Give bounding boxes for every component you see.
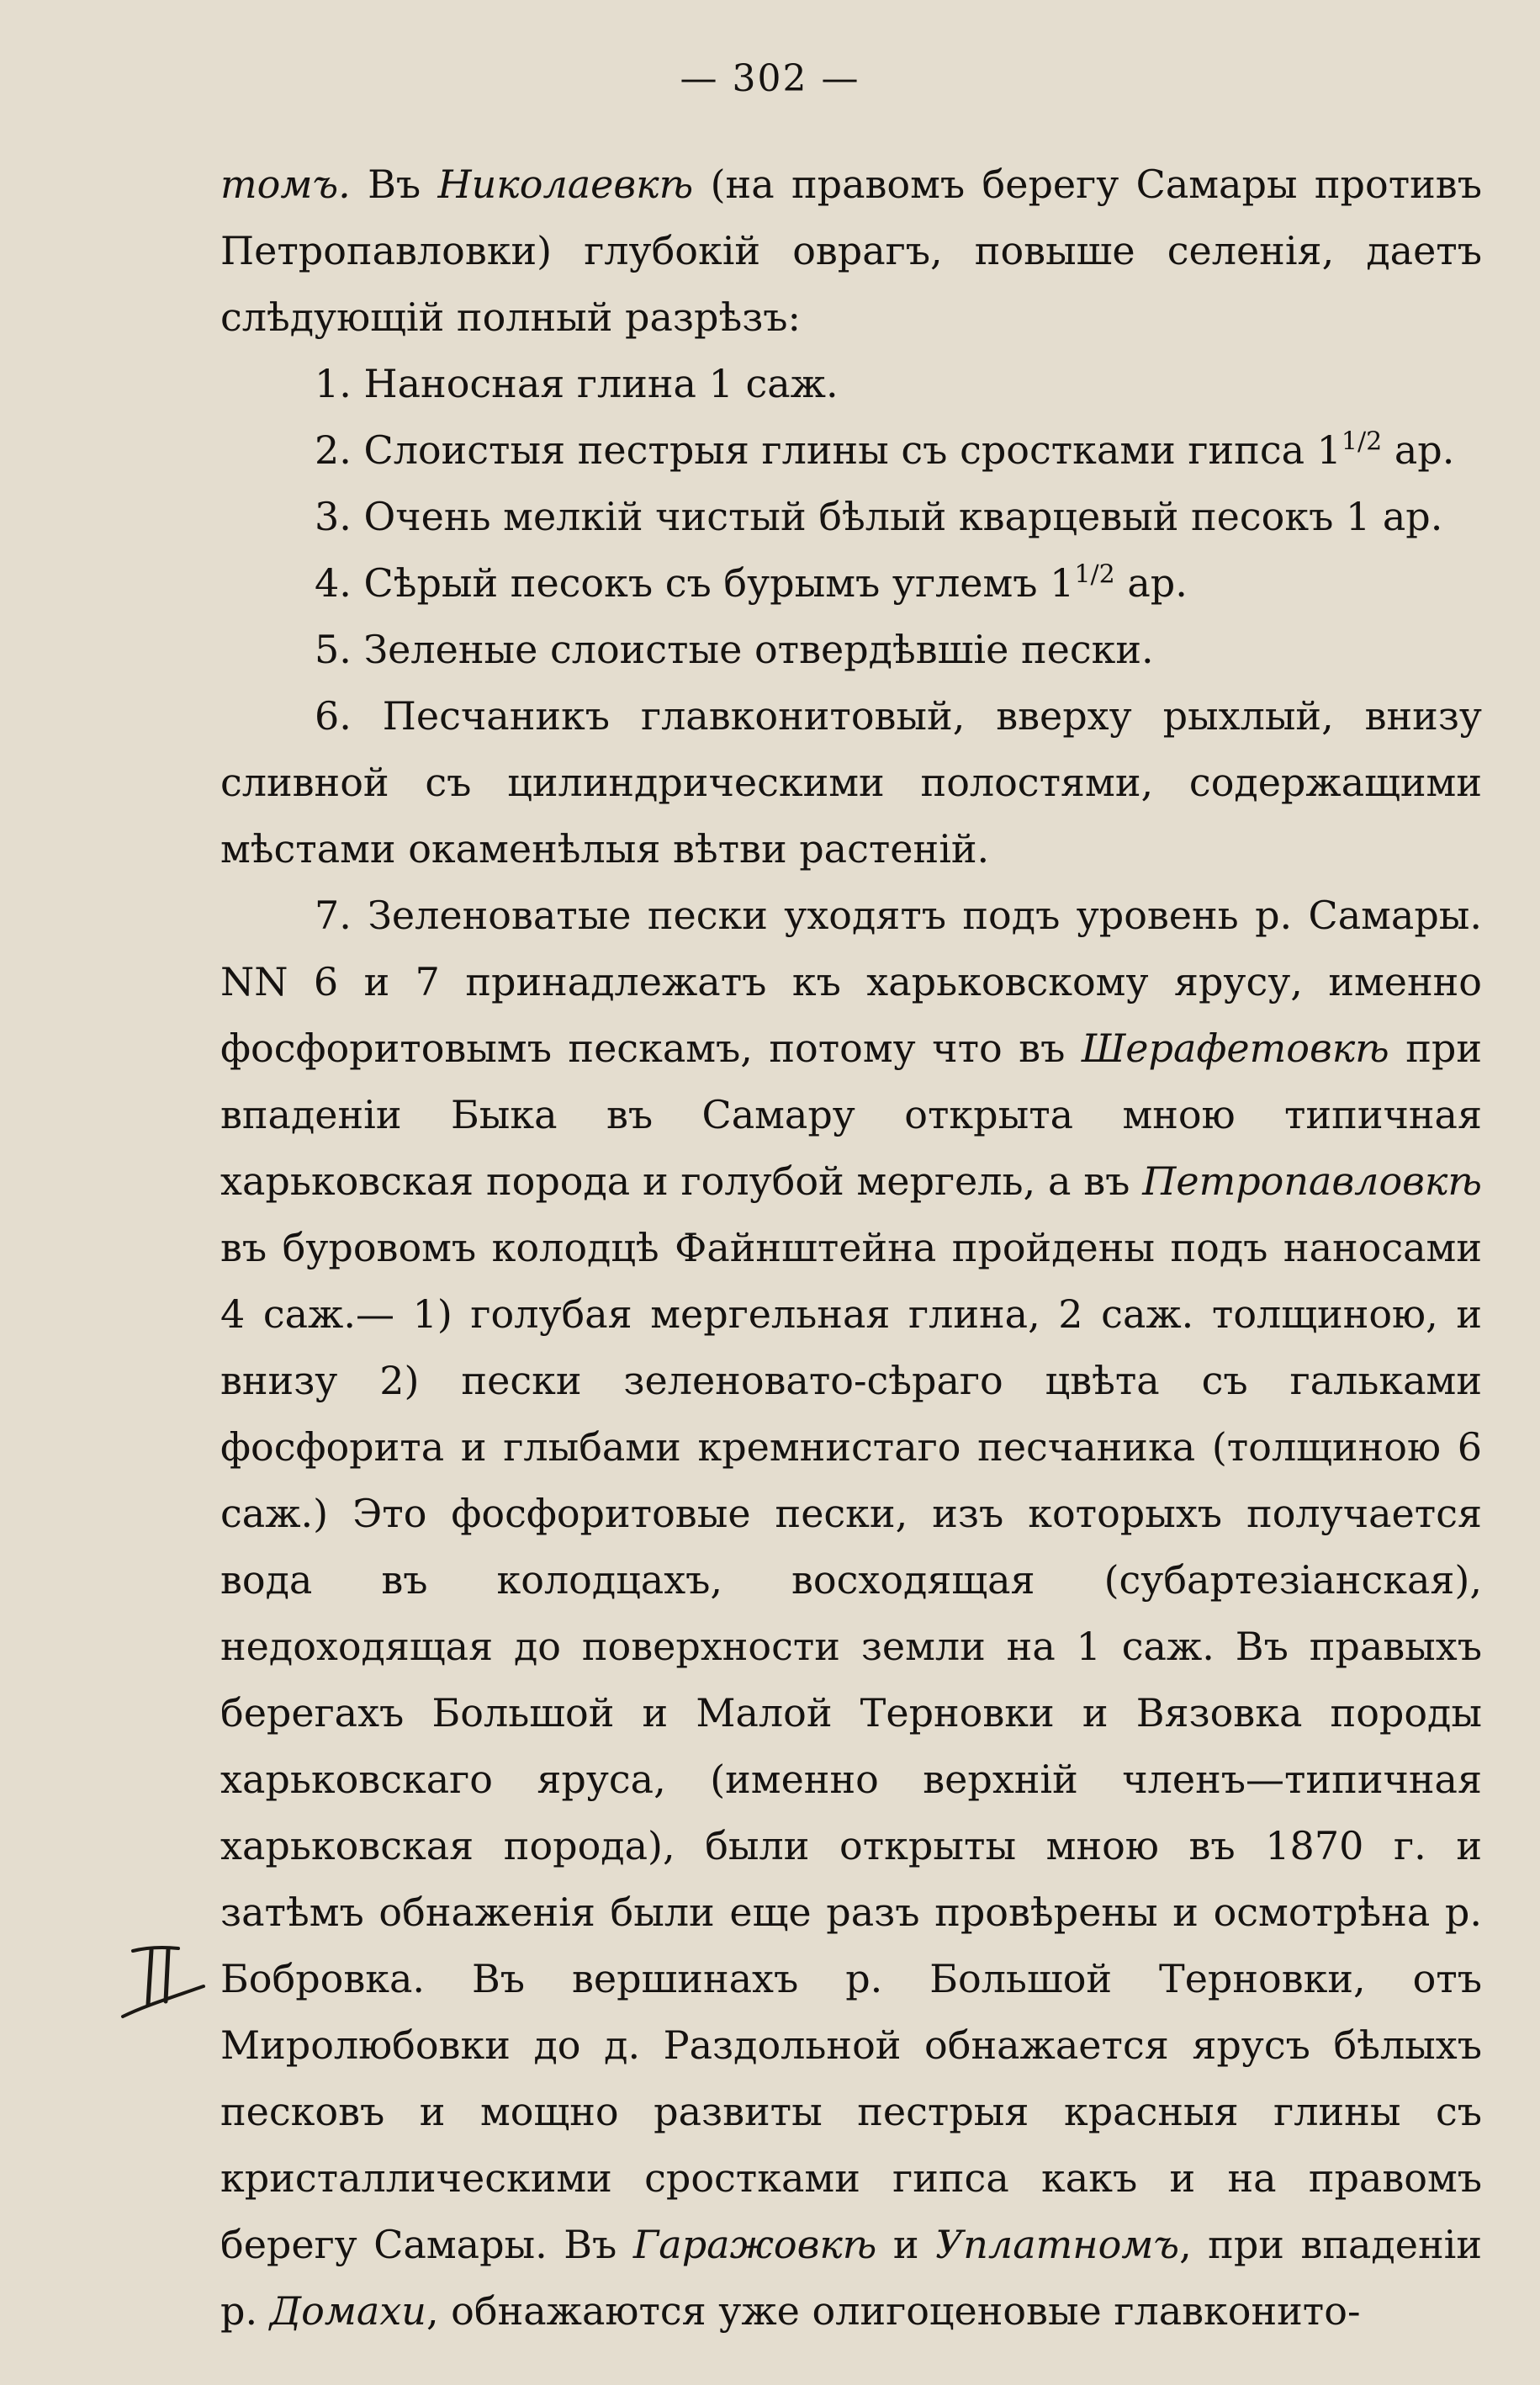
list-item-6: 6. Песчаникъ главконитовый, вверху рыхлый, внизу сливной съ цилиндрическими полостями, содержащими мѣстами окаменѣлыя вѣтви растеній.: [220, 693, 1482, 872]
handwritten-roman-numeral-icon: [118, 1939, 210, 2023]
list-item-1: 1. Наносная глина 1 саж.: [315, 361, 839, 406]
list-item-2-fraction: 1/2: [1341, 427, 1383, 457]
continued-word: томъ.: [220, 162, 351, 207]
list-item-7: [220, 882, 1482, 2345]
place-name-uplatnom: Уплатномъ: [935, 2222, 1180, 2267]
opening-text-a: Въ: [350, 162, 438, 207]
list-item-7-text-e: , при впаденіи р.: [220, 2222, 1482, 2334]
place-name-domakha: Домахи: [269, 2288, 426, 2334]
list-item-4-fraction: 1/2: [1074, 559, 1115, 590]
list-item-7-text-c: въ буровомъ колодцѣ Файнштейна пройдены подъ наносами 4 саж.— 1) голубая мергельная глина, 2 саж. толщиною, и внизу 2) пески зеленовато-сѣраго цвѣта съ гальками фосфорита и глыбами кремнистаго песчаника (толщиною 6 саж.) Это фосфоритовые пески, изъ которыхъ получается вода въ колодцахъ, восходящая (субартезіанская), недоходящая до поверхности земли на 1 саж. Въ правыхъ берегахъ Большой и Малой Терновки и Вязовка породы харьковскаго яруса, (именно верхній членъ—типичная харьковская порода), были открыты мною въ 1870 г. и затѣмъ обнаженія были еще разъ провѣрены и осмотрѣна р. Бобровка. Въ вершинахъ р. Большой Терновки, отъ Миролюбовки до д. Раздольной обнажается ярусъ бѣлыхъ песковъ и мощно развиты пестрыя красныя глины съ кристаллическими сростками гипса какъ и на правомъ берегу Самары. Въ: [220, 1225, 1482, 2267]
list-item-2: [220, 417, 1482, 484]
place-name-sherafetovka: Шерафетовкѣ: [1081, 1026, 1389, 1071]
list-item-7-text-d: и: [876, 2222, 936, 2267]
list-item-2-unit: ар.: [1382, 427, 1455, 473]
place-name-petropavlovka: Петропавловкѣ: [1142, 1158, 1482, 1204]
opening-paragraph: [220, 151, 1482, 351]
list-item-7-text-a: 7. Зеленоватые пески уходятъ подъ уровень р. Самары. NN 6 и 7 принадлежатъ къ харьковскому ярусу, именно фосфоритовымъ пескамъ, потому что въ: [220, 893, 1482, 1071]
opening-text-b: (на правомъ берегу Самары противъ Петропавловки) глубокій оврагъ, повыше селенія, даетъ слѣдующій полный разрѣзъ:: [220, 162, 1482, 340]
list-item-4-unit: ар.: [1114, 560, 1188, 606]
place-name-nikolaevka: Николаевкѣ: [437, 162, 694, 207]
page-number: — 302 —: [680, 57, 860, 100]
list-item-2-text: 2. Слоистыя пестрыя глины съ сростками гипса 1: [315, 427, 1342, 473]
list-item-3: 3. Очень мелкій чистый бѣлый кварцевый песокъ 1 ар.: [315, 494, 1443, 539]
list-item-4: [220, 550, 1482, 617]
body-text: [220, 151, 1482, 2345]
list-item-5: 5. Зеленые слоистые отвердѣвшіе пески.: [315, 627, 1154, 672]
list-item-7-text-b: при впаденіи Быка въ Самару открыта мною типичная харьковская порода и голубой мергель, а въ: [220, 1026, 1483, 1204]
handwritten-margin-mark: [118, 1939, 210, 2023]
place-name-garazhovka: Гаражовкѣ: [632, 2222, 877, 2267]
list-item-7-text-f: , обнажаются уже олигоценовые главконито-: [426, 2288, 1361, 2334]
list-item-4-text: 4. Сѣрый песокъ съ бурымъ углемъ 1: [315, 560, 1075, 606]
